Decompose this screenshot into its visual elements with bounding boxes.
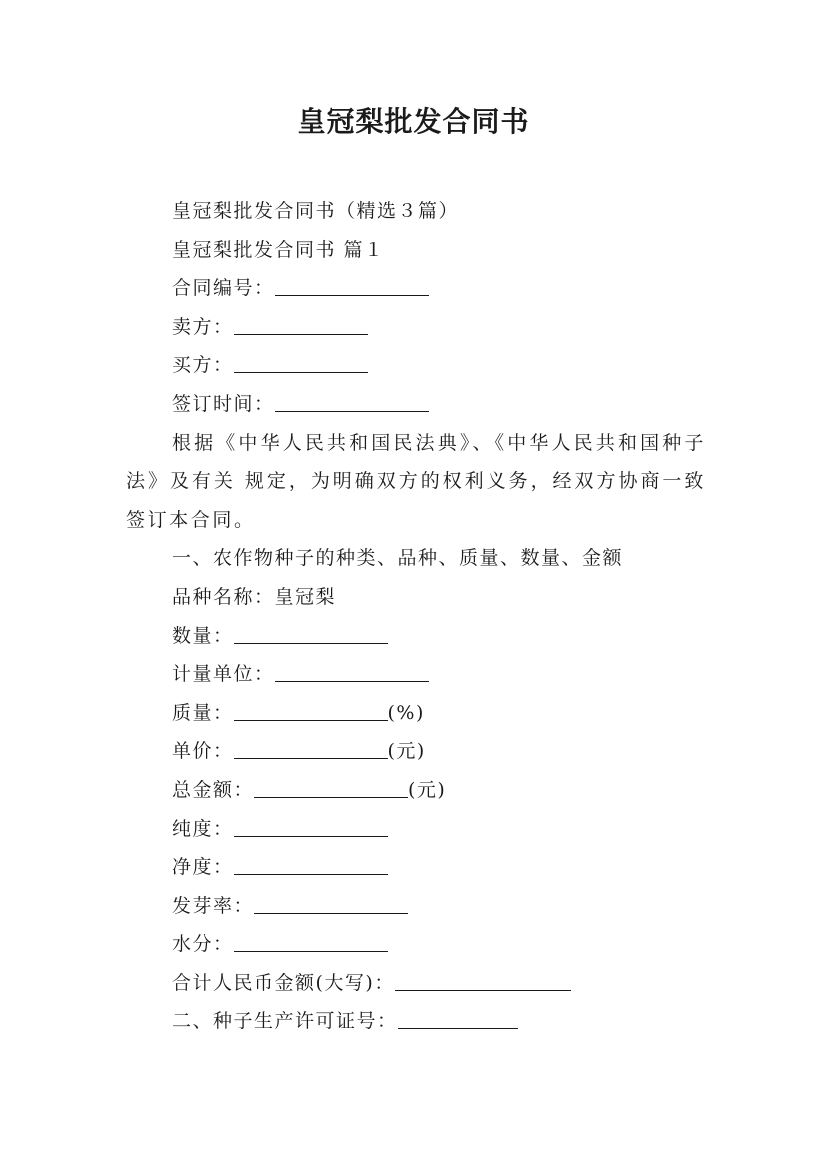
blank-line — [275, 659, 429, 682]
section-heading: 皇冠梨批发合同书 篇１ — [172, 238, 385, 261]
field-sign-date — [126, 385, 706, 424]
field-purity — [126, 810, 706, 849]
field-label: 合同编号： — [172, 277, 275, 300]
field-suffix: (元) — [387, 740, 426, 763]
field-total-amount — [126, 771, 706, 810]
field-label: 单价： — [172, 740, 234, 763]
blank-line — [254, 775, 408, 798]
field-label: 数量： — [172, 624, 234, 647]
document-subtitle: 皇冠梨批发合同书（精选３篇） — [172, 200, 460, 222]
field-contract-number — [126, 269, 706, 308]
blank-line — [398, 1006, 518, 1029]
field-label: 总金额： — [172, 778, 255, 801]
blank-line — [234, 621, 388, 644]
document-title: 皇冠梨批发合同书 — [297, 105, 530, 138]
field-unit — [126, 655, 706, 694]
field-germination-rate — [126, 887, 706, 926]
field-label: 净度： — [172, 856, 234, 879]
field-quantity — [126, 617, 706, 656]
field-label: 签订时间： — [172, 392, 275, 415]
field-cleanliness — [126, 848, 706, 887]
field-label: 发芽率： — [172, 894, 255, 917]
field-total-rmb-uppercase — [126, 964, 706, 1003]
blank-line — [254, 891, 408, 914]
section-one-heading: 一、农作物种子的种类、品种、质量、数量、金额 — [172, 547, 624, 570]
field-seed-production-license — [126, 1002, 706, 1041]
field-label: 卖方： — [172, 315, 234, 338]
blank-line — [275, 389, 429, 412]
field-label: 买方： — [172, 354, 234, 377]
blank-line — [234, 350, 368, 373]
field-label: 质量： — [172, 701, 234, 724]
blank-line — [275, 273, 429, 296]
document-body — [126, 192, 706, 1041]
field-quality — [126, 694, 706, 733]
field-suffix: (元) — [408, 778, 447, 801]
blank-line — [234, 814, 388, 837]
field-label: 二、种子生产许可证号： — [172, 1010, 398, 1033]
blank-line — [234, 312, 368, 335]
blank-line — [234, 852, 388, 875]
field-label: 计量单位： — [172, 663, 275, 686]
intro-paragraph: 根据《中华人民共和国民法典》、《中华人民共和国种子法》及有关 规定，为明确双方的权利义务，经双方协商一致签订本合同。 — [126, 431, 706, 531]
field-label: 水分： — [172, 933, 234, 956]
variety-line: 品种名称：皇冠梨 — [172, 585, 337, 608]
blank-line — [234, 698, 388, 721]
field-suffix: (%) — [387, 701, 425, 724]
field-moisture — [126, 925, 706, 964]
field-seller — [126, 308, 706, 347]
blank-line — [395, 968, 571, 991]
blank-line — [234, 736, 388, 759]
field-label: 合计人民币金额(大写)： — [172, 971, 395, 994]
blank-line — [234, 929, 388, 952]
field-buyer — [126, 346, 706, 385]
field-label: 纯度： — [172, 817, 234, 840]
field-unit-price — [126, 732, 706, 771]
